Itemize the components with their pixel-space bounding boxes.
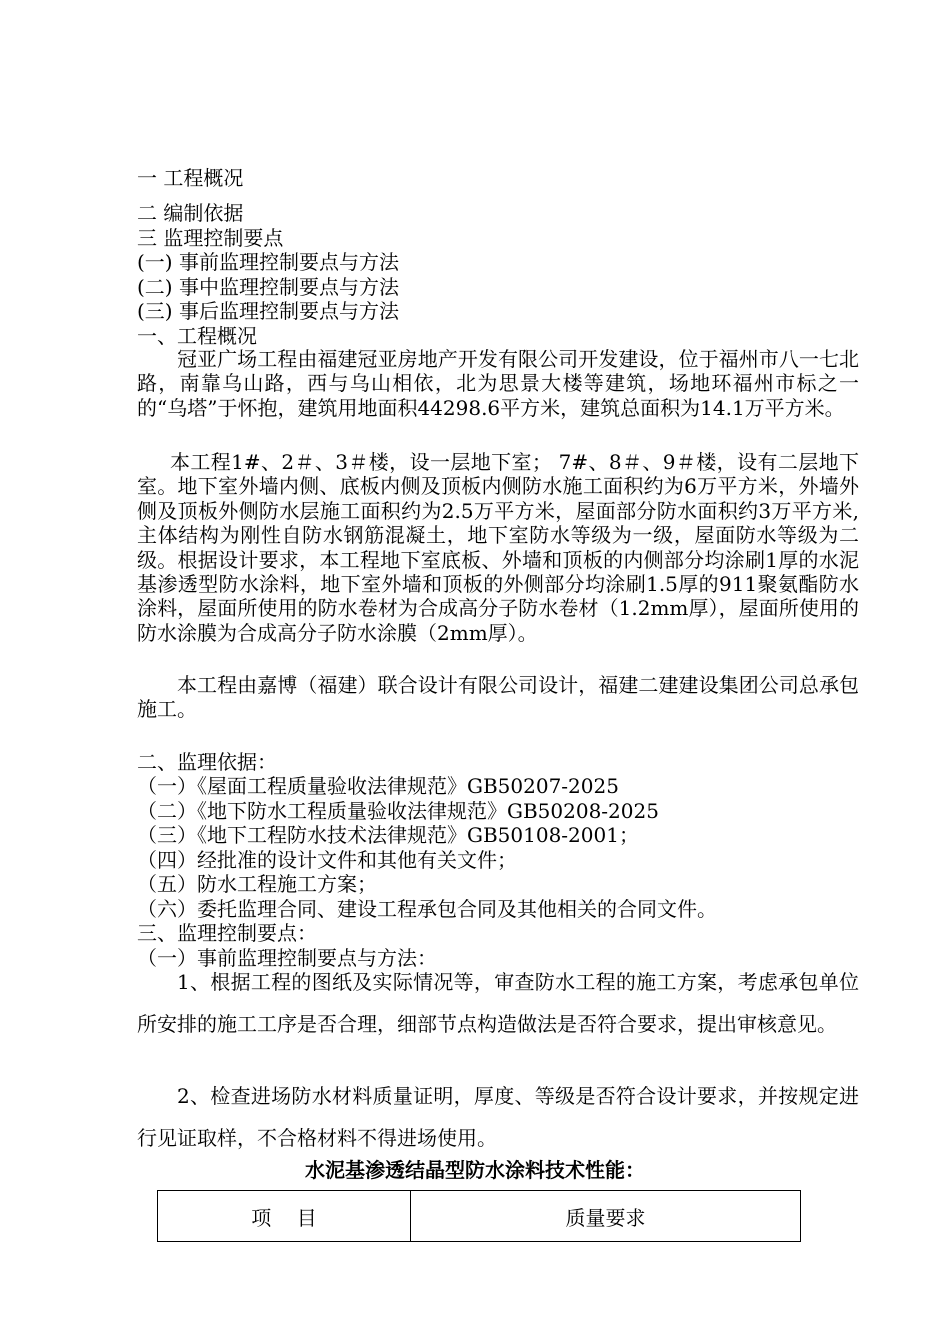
toc-item-4: (一) 事前监理控制要点与方法: [137, 250, 399, 274]
basis-item-4: （四）经批准的设计文件和其他有关文件；: [137, 848, 517, 872]
toc-item-6: (三) 事后监理控制要点与方法: [137, 299, 399, 323]
basis-item-1: （一）《屋面工程质量验收法律规范》GB50207-2025: [137, 774, 619, 798]
section1-heading: 一、工程概况: [137, 324, 257, 348]
section3-subheading: （一）事前监理控制要点与方法：: [137, 946, 437, 970]
section1-paragraph-3: 本工程由嘉博（福建）联合设计有限公司设计，福建二建建设集团公司总承包施工。: [137, 673, 859, 722]
section1-paragraph-2: 本工程1#、2＃、3＃楼，设一层地下室； 7#、8＃、9＃楼，设有二层地下室。地下室外墙内侧、底板内侧及顶板内侧防水施工面积约为6万平方米，外墙外侧及顶板外侧防水层施工面积约为2.5万平方米，屋面部分防水面积约3万平方米,主体结构为刚性自防水钢筋混凝土，地下室防水等级为一级，屋面防水等级为二级。根据设计要求，本工程地下室底板、外墙和顶板的内侧部分均涂刷1厚的水泥基渗透型防水涂料，地下室外墙和顶板的外侧部分均涂刷1.5厚的911聚氨酯防水涂料，屋面所使用的防水卷材为合成高分子防水卷材（1.2mm厚），屋面所使用的防水涂膜为合成高分子防水涂膜（2mm厚）。: [137, 450, 859, 645]
toc-item-3: 三 监理控制要点: [137, 226, 284, 250]
basis-item-2: （二）《地下防水工程质量验收法律规范》GB50208-2025: [137, 799, 659, 823]
toc-item-1: 一 工程概况: [137, 166, 244, 190]
table-header-item: 项 目: [158, 1191, 411, 1242]
control-point-1: 1、根据工程的图纸及实际情况等，审查防水工程的施工方案，考虑承包单位所安排的施工工序是否合理，细部节点构造做法是否符合要求，提出审核意见。: [137, 970, 859, 1036]
table-header-requirement: 质量要求: [411, 1191, 801, 1242]
basis-item-6: （六）委托监理合同、建设工程承包合同及其他相关的合同文件。: [137, 897, 717, 921]
table-header-row: [158, 1191, 801, 1242]
section2-heading: 二、监理依据：: [137, 750, 277, 774]
toc-item-2: 二 编制依据: [137, 201, 244, 225]
table-caption: 水泥基渗透结晶型防水涂料技术性能：: [305, 1158, 645, 1182]
control-point-2: 2、检查进场防水材料质量证明，厚度、等级是否符合设计要求，并按规定进行见证取样，不合格材料不得进场使用。: [137, 1084, 859, 1150]
spec-table: [157, 1190, 801, 1242]
basis-item-3: （三）《地下工程防水技术法律规范》GB50108-2001；: [137, 823, 639, 847]
section1-paragraph-1: 冠亚广场工程由福建冠亚房地产开发有限公司开发建设，位于福州市八一七北路，南靠乌山路，西与乌山相依，北为思景大楼等建筑，场地环福州市标之一的“乌塔”于怀抱，建筑用地面积44298.6平方米，建筑总面积为14.1万平方米。: [137, 347, 859, 420]
toc-item-5: (二) 事中监理控制要点与方法: [137, 275, 399, 299]
basis-item-5: （五）防水工程施工方案；: [137, 872, 377, 896]
section3-heading: 三、监理控制要点：: [137, 921, 317, 945]
